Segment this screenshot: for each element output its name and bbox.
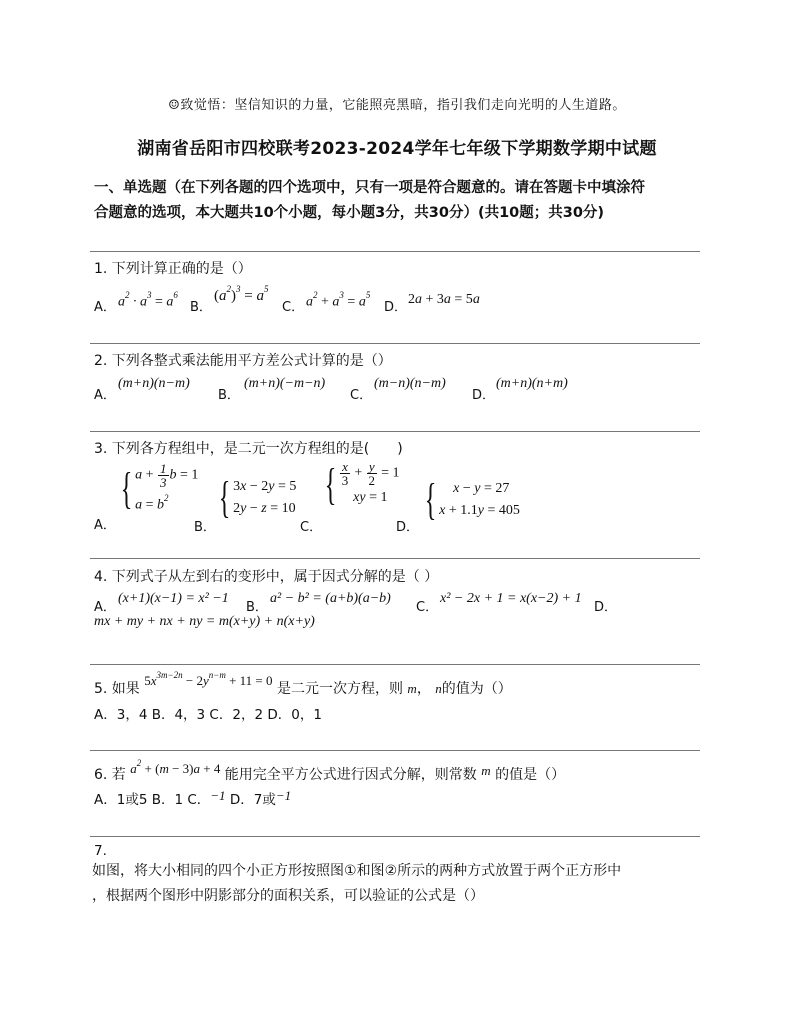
q6-var-m: m	[481, 763, 491, 778]
divider	[90, 251, 700, 252]
q3-label-d: D．	[396, 520, 420, 535]
question-7-line2: ，根据两个图形中阴影部分的面积关系，可以验证的公式是（）	[92, 888, 484, 904]
question-2-stem: 2. 下列各整式乘法能用平方差公式计算的是（）	[94, 353, 392, 369]
brace-icon: {	[120, 464, 133, 514]
q3-label-a: A．	[94, 518, 116, 533]
q1-option-c[interactable]: $a^2 + a^3 = a^5$	[306, 290, 371, 310]
q2-label-a: A．	[94, 388, 116, 403]
question-4-options	[94, 590, 714, 634]
q4-option-a[interactable]: (x+1)(x−1) = x² −1	[118, 591, 229, 606]
q4-option-c[interactable]: x² − 2x + 1 = x(x−2) + 1	[440, 591, 582, 606]
q1-option-b[interactable]: $(a^2)^3 = a^5$	[214, 284, 269, 304]
q3-option-a[interactable]: { a + $\frac{1}{3}$ b = 1 $a = b^2$	[120, 461, 199, 514]
divider	[90, 558, 700, 559]
q2-option-d[interactable]: (m+n)(n+m)	[496, 376, 568, 391]
q1-label-d: D．	[384, 300, 408, 315]
brace-icon: {	[424, 475, 437, 524]
question-7-line1	[92, 860, 621, 880]
q1-label-c: C．	[282, 300, 305, 315]
q4-option-d[interactable]: mx + my + nx + ny = m(x+y) + n(x+y)	[94, 614, 315, 629]
q4-label-b: B．	[246, 600, 268, 615]
q7-text-a: 如图，将大小相同的四个小正方形按照图	[92, 863, 344, 879]
q1-option-d[interactable]: 2a + 3a = 5a	[408, 292, 480, 307]
circled-two: ②	[384, 863, 398, 879]
q5-equation: $5x^{3m-2n} - 2y^{n-m} + 11 = 0$	[144, 669, 273, 688]
q5-stem-start: 5. 如果	[94, 681, 140, 697]
q6-option-d: D．7或	[225, 792, 276, 808]
q3-option-b[interactable]: { 3x − 2y = 5 2y − z = 10	[218, 473, 297, 522]
q2-label-d: D．	[472, 388, 496, 403]
q2-option-b[interactable]: (m+n)(−m−n)	[244, 376, 326, 391]
q5-var-n: n	[435, 681, 442, 696]
section-heading-line2: 合题意的选项，本大题共10个小题，每小题3分，共30分）(共10题；共30分)	[94, 205, 605, 221]
q2-option-c[interactable]: (m−n)(n−m)	[374, 376, 446, 391]
q6-stem-mid: 能用完全平方公式进行因式分解，则常数	[224, 767, 477, 783]
q3-label-b: B．	[194, 520, 216, 535]
circled-one: ①	[344, 863, 357, 879]
q5-stem-end: 的值为（）	[441, 681, 512, 697]
page-title: 湖南省岳阳市四校联考2023-2024学年七年级下学期数学期中试题	[137, 139, 657, 159]
brace-icon: {	[324, 459, 337, 509]
question-1-stem: 1. 下列计算正确的是（）	[94, 261, 252, 277]
q1-label-a: A．	[94, 300, 116, 315]
question-3-options	[94, 459, 714, 535]
q1-label-b: B．	[190, 300, 212, 315]
q6-stem-end: 的值是（）	[495, 767, 566, 783]
q3-option-c[interactable]: { $\frac{x}{3}$ + $\frac{y}{2}$ = 1 xy = 1	[324, 459, 400, 509]
divider	[90, 750, 700, 751]
q3-label-c: C．	[300, 520, 323, 535]
q4-option-b[interactable]: a² − b² = (a+b)(a−b)	[270, 591, 391, 606]
q6-expression: $a^2 + (m - 3)a + 4$	[130, 757, 221, 776]
motto: ☺致觉悟：坚信知识的力量，它能照亮黑暗，指引我们走向光明的人生道路。	[168, 98, 626, 113]
question-6-stem	[94, 757, 566, 784]
q3-option-d[interactable]: { x − y = 27 x + 1.1y = 405	[424, 475, 520, 524]
q6-options-ab: A．1或5 B．1 C．	[94, 792, 211, 808]
divider	[90, 431, 700, 432]
q2-label-b: B．	[218, 388, 240, 403]
section-heading-line1: 一、单选题（在下列各题的四个选项中，只有一项是符合题意的。请在答题卡中填涂符	[94, 180, 645, 196]
q4-label-d: D．	[594, 600, 618, 615]
q7-text-c: 所示的两种方式放置于两个正方形中	[397, 863, 622, 879]
q6-neg-one-b: −1	[275, 788, 292, 803]
question-6-options[interactable]	[94, 788, 291, 808]
q6-stem-start: 6. 若	[94, 767, 126, 783]
q2-label-c: C．	[350, 388, 373, 403]
q6-neg-one: −1	[210, 788, 226, 803]
q4-label-c: C．	[416, 600, 439, 615]
divider	[90, 836, 700, 837]
q5-sep: ，	[416, 681, 431, 697]
q5-stem-mid: 是二元一次方程，则	[276, 681, 403, 697]
brace-icon: {	[218, 473, 231, 522]
question-4-stem: 4. 下列式子从左到右的变形中，属于因式分解的是（ ）	[94, 569, 439, 585]
question-3-stem: 3. 下列各方程组中，是二元一次方程组的是( )	[94, 441, 403, 457]
q5-var-m: m	[407, 681, 417, 696]
section-heading	[94, 176, 704, 226]
question-5-options[interactable]: A．3，4 B．4，3 C．2，2 D．0，1	[94, 707, 322, 723]
divider	[90, 664, 700, 665]
divider	[90, 343, 700, 344]
q7-text-b: 和图	[356, 863, 385, 879]
q4-label-a: A．	[94, 600, 116, 615]
question-7-number: 7.	[94, 843, 107, 859]
q2-option-a[interactable]: (m+n)(n−m)	[118, 376, 190, 391]
q1-option-a[interactable]: $a^2 \cdot a^3 = a^6$	[118, 290, 178, 310]
question-5-stem	[94, 669, 512, 698]
